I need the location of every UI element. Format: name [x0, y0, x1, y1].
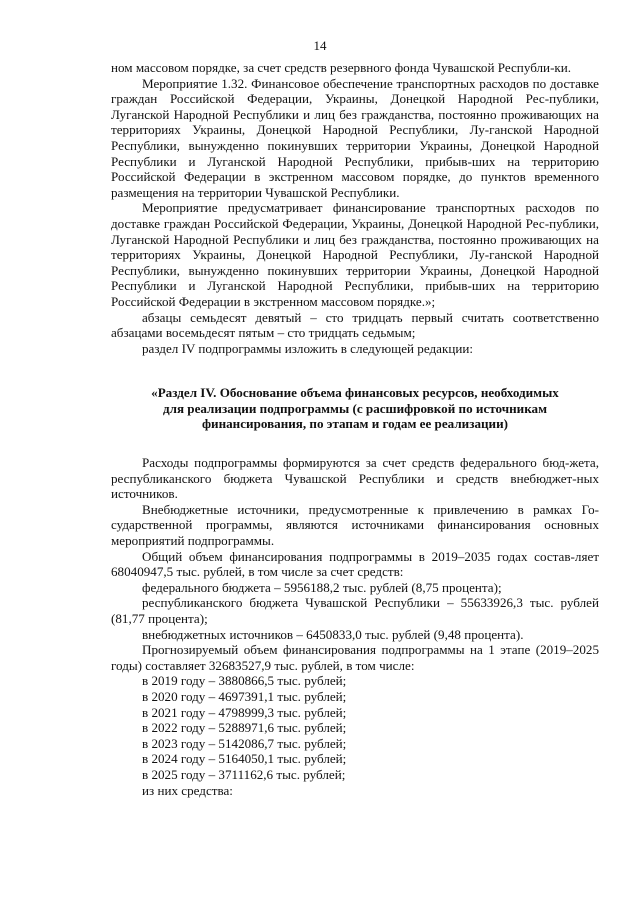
paragraph-total-volume: Общий объем финансирования подпрограммы в 2019–2035 годах состав-ляет 68040947,5 тыс. рублей, в том числе за счет средств:: [111, 548, 599, 580]
year-funding-list: [111, 673, 599, 782]
paragraph-extrabudgetary: Внебюджетные источники, предусмотренные к привлечению в рамках Го-сударственной программы, являются источниками финансирования основных мероприятий подпрограммы.: [111, 501, 599, 549]
paragraph-section-intro: раздел IV подпрограммы изложить в следующей редакции:: [142, 340, 473, 356]
paragraph-continuation: ном массовом порядке, за счет средств резервного фонда Чувашской Республи-ки.: [111, 60, 572, 75]
paragraph-republic-budget: республиканского бюджета Чувашской Республики – 55633926,3 тыс. рублей (81,77 процента);: [111, 595, 599, 626]
list-item: в 2024 году – 5164050,1 тыс. рублей;: [142, 751, 347, 767]
list-item: в 2020 году – 4697391,1 тыс. рублей;: [142, 688, 347, 704]
paragraph-measure-1-32: Мероприятие 1.32. Финансовое обеспечение транспортных расходов по доставке граждан Российской Федерации, Украины, Донецкой Народной Рес-публики, Луганской Народной Республики и лиц без гражданства, постоянно проживающих на территориях Украины, Донецкой Народной Республики, Лу-ганской Народной Республики, вынужденно покинувших территории Украины, Донецкой Народной Республики и Луганской Народной Республики, прибыв-ших на территорию Российской Федерации в экстренном массовом порядке, до пунктов временного размещения на территории Чувашской Республики.: [111, 75, 599, 200]
page-number: 14: [313, 38, 327, 53]
list-item: в 2025 году – 3711162,6 тыс. рублей;: [142, 766, 346, 782]
list-item: в 2021 году – 4798999,3 тыс. рублей;: [142, 704, 347, 720]
paragraph-federal-budget: федерального бюджета – 5956188,2 тыс. рублей (8,75 процента);: [142, 579, 502, 595]
list-item: в 2019 году – 3880866,5 тыс. рублей;: [142, 673, 347, 689]
document-body: [111, 60, 599, 798]
paragraph-extrabudgetary-sources: внебюджетных источников – 6450833,0 тыс. рублей (9,48 процента).: [142, 626, 524, 642]
paragraph-measure-description: Мероприятие предусматривает финансирование транспортных расходов по доставке граждан Российской Федерации, Украины, Донецкой Народной Рес-публики, Луганской Народной Республики и лиц без гражданства, постоянно проживающих на территориях Украины, Донецкой Народной Республики, Лу-ганской Народной Республики, вынужденно покинувших территории Украины, Донецкой Народной Республики и Луганской Народной Республики, прибыв-ших на территорию Российской Федерации в экстренном массовом порядке.»;: [111, 200, 599, 309]
list-item: в 2022 году – 5288971,6 тыс. рублей;: [142, 720, 347, 736]
paragraph-closing: из них средства:: [142, 782, 233, 798]
list-item: в 2023 году – 5142086,7 тыс. рублей;: [142, 735, 347, 751]
paragraph-stage-1-forecast: Прогнозируемый объем финансирования подпрограммы на 1 этапе (2019–2025 годы) составляет 32683527,9 тыс. рублей, в том числе:: [111, 642, 599, 673]
section-heading-line-1: «Раздел IV. Обоснование объема финансовых ресурсов, необходимых: [151, 385, 559, 401]
section-heading-line-3: финансирования, по этапам и годам ее реализации): [201, 416, 509, 432]
section-heading: [111, 385, 599, 432]
paragraph-renumbering: абзацы семьдесят девятый – сто тридцать первый считать соответственно абзацами восемьдесят пятым – сто тридцать седьмым;: [111, 309, 599, 341]
section-heading-line-2: для реализации подпрограммы (с расшифровкой по источникам: [162, 400, 548, 416]
paragraph-funding-sources: Расходы подпрограммы формируются за счет средств федерального бюд-жета, республиканского бюджета Чувашской Республики и средств внебюджет-ных источников.: [111, 455, 599, 502]
